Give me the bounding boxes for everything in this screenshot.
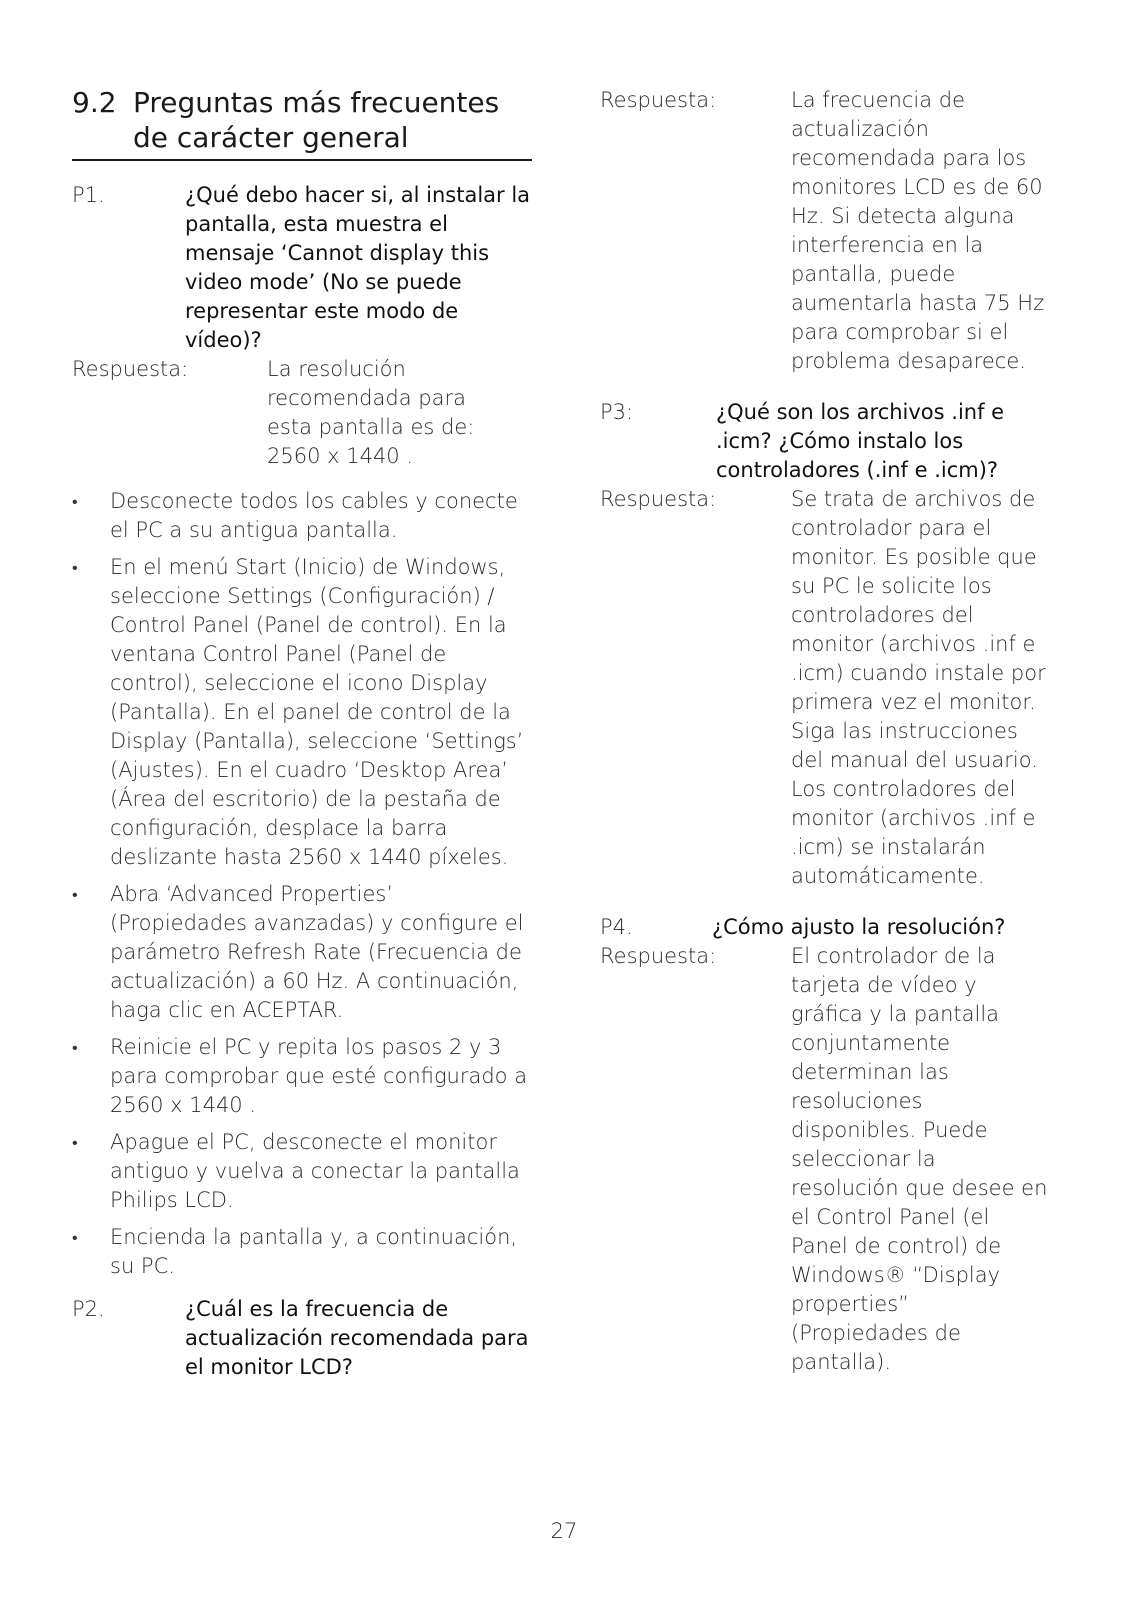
answer-text: Se trata de archivos de controlador para el monitor. Es posible que su PC le solicite los controladores del monitor (archivos .inf e .icm) cuando instale por primera vez el monitor. Siga las instrucciones del manual del usuario. Los controladores del monitor (archivos .inf e .icm) se instalarán automáticamente. <box>791 487 1046 888</box>
question-label: P4. <box>600 915 633 939</box>
bullet: • <box>72 1133 78 1152</box>
answer-text: La frecuencia de actualización recomendada para los monitores LCD es de 60 Hz. Si detecta alguna interferencia en la pantalla, puede aumentarla hasta 75 Hz para comprobar si el problema desaparece. <box>791 88 1045 373</box>
list-item <box>72 880 532 1025</box>
page-number: 27 <box>550 1519 578 1543</box>
section-heading <box>72 85 532 161</box>
right-column <box>600 86 1070 1377</box>
list-item <box>72 553 532 872</box>
list-item-text: Encienda la pantalla y, a continuación, su PC. <box>110 1225 518 1278</box>
bullet: • <box>72 1038 78 1057</box>
bullet: • <box>72 1228 78 1247</box>
list-item-text: Abra ‘Advanced Properties’ (Propiedades avanzadas) y configure el parámetro Refresh Rate (Frecuencia de actualización) a 60 Hz. A continuación, haga clic en ACEPTAR. <box>110 882 524 1022</box>
question-label: P2. <box>72 1297 105 1321</box>
question-label: P3: <box>600 400 634 424</box>
answer-label: Respuesta: <box>600 944 717 968</box>
list-item <box>72 1223 532 1281</box>
answer-p1 <box>72 355 532 471</box>
list-item <box>72 1128 532 1215</box>
left-column <box>72 85 532 1382</box>
answer-p4 <box>600 942 1070 1377</box>
list-item-text: En el menú Start (Inicio) de Windows, seleccione Settings (Configuración) / Control Panel (Panel de control). En la ventana Control Panel (Panel de control), seleccione el icono Display (Pantalla). En el panel de control de la Display (Pantalla), seleccione ‘Settings’ (Ajustes). En el cuadro ‘Desktop Area’ (Área del escritorio) de la pestaña de configuración, desplace la barra deslizante hasta 2560 x 1440 píxeles. <box>110 555 524 869</box>
bullet: • <box>72 558 78 577</box>
question-p2 <box>72 1295 532 1382</box>
question-text: ¿Qué debo hacer si, al instalar la pantalla, esta muestra el mensaje ‘Cannot display this video mode’ (No se puede representar este modo de vídeo)? <box>185 183 531 352</box>
answer-text: La resolución recomendada para esta pantalla es de: 2560 x 1440 . <box>267 357 475 468</box>
answer-label: Respuesta: <box>600 487 717 511</box>
question-p3 <box>600 398 1070 485</box>
section-title: Preguntas más frecuentes de carácter general <box>133 86 500 154</box>
answer-label: Respuesta: <box>600 88 717 112</box>
bullet: • <box>72 492 78 511</box>
list-item <box>72 487 532 545</box>
bullet: • <box>72 885 78 904</box>
list-item-text: Apague el PC, desconecte el monitor antiguo y vuelva a conectar la pantalla Philips LCD. <box>110 1130 520 1212</box>
answer-text: El controlador de la tarjeta de vídeo y gráfica y la pantalla conjuntamente determinan las resoluciones disponibles. Puede seleccionar la resolución que desee en el Control Panel (el Panel de control) de Windows® “Display properties” (Propiedades de pantalla). <box>791 944 1048 1374</box>
question-text: ¿Cómo ajusto la resolución? <box>712 915 1006 939</box>
list-item-text: Reinicie el PC y repita los pasos 2 y 3 para comprobar que esté configurado a 2560 x 1440 . <box>110 1035 528 1117</box>
question-p4 <box>600 913 1070 942</box>
list-item <box>72 1033 532 1120</box>
answer-label: Respuesta: <box>72 357 189 381</box>
question-p1 <box>72 181 532 355</box>
question-text: ¿Cuál es la frecuencia de actualización recomendada para el monitor LCD? <box>185 1297 529 1379</box>
section-number: 9.2 <box>72 86 117 119</box>
answer-p2 <box>600 86 1070 376</box>
question-text: ¿Qué son los archivos .inf e .icm? ¿Cómo instalo los controladores (.inf e .icm)? <box>716 400 1005 482</box>
answer-p3 <box>600 485 1070 891</box>
list-item-text: Desconecte todos los cables y conecte el PC a su antigua pantalla. <box>110 489 518 542</box>
steps-list <box>72 487 532 1281</box>
question-label: P1. <box>72 183 105 207</box>
